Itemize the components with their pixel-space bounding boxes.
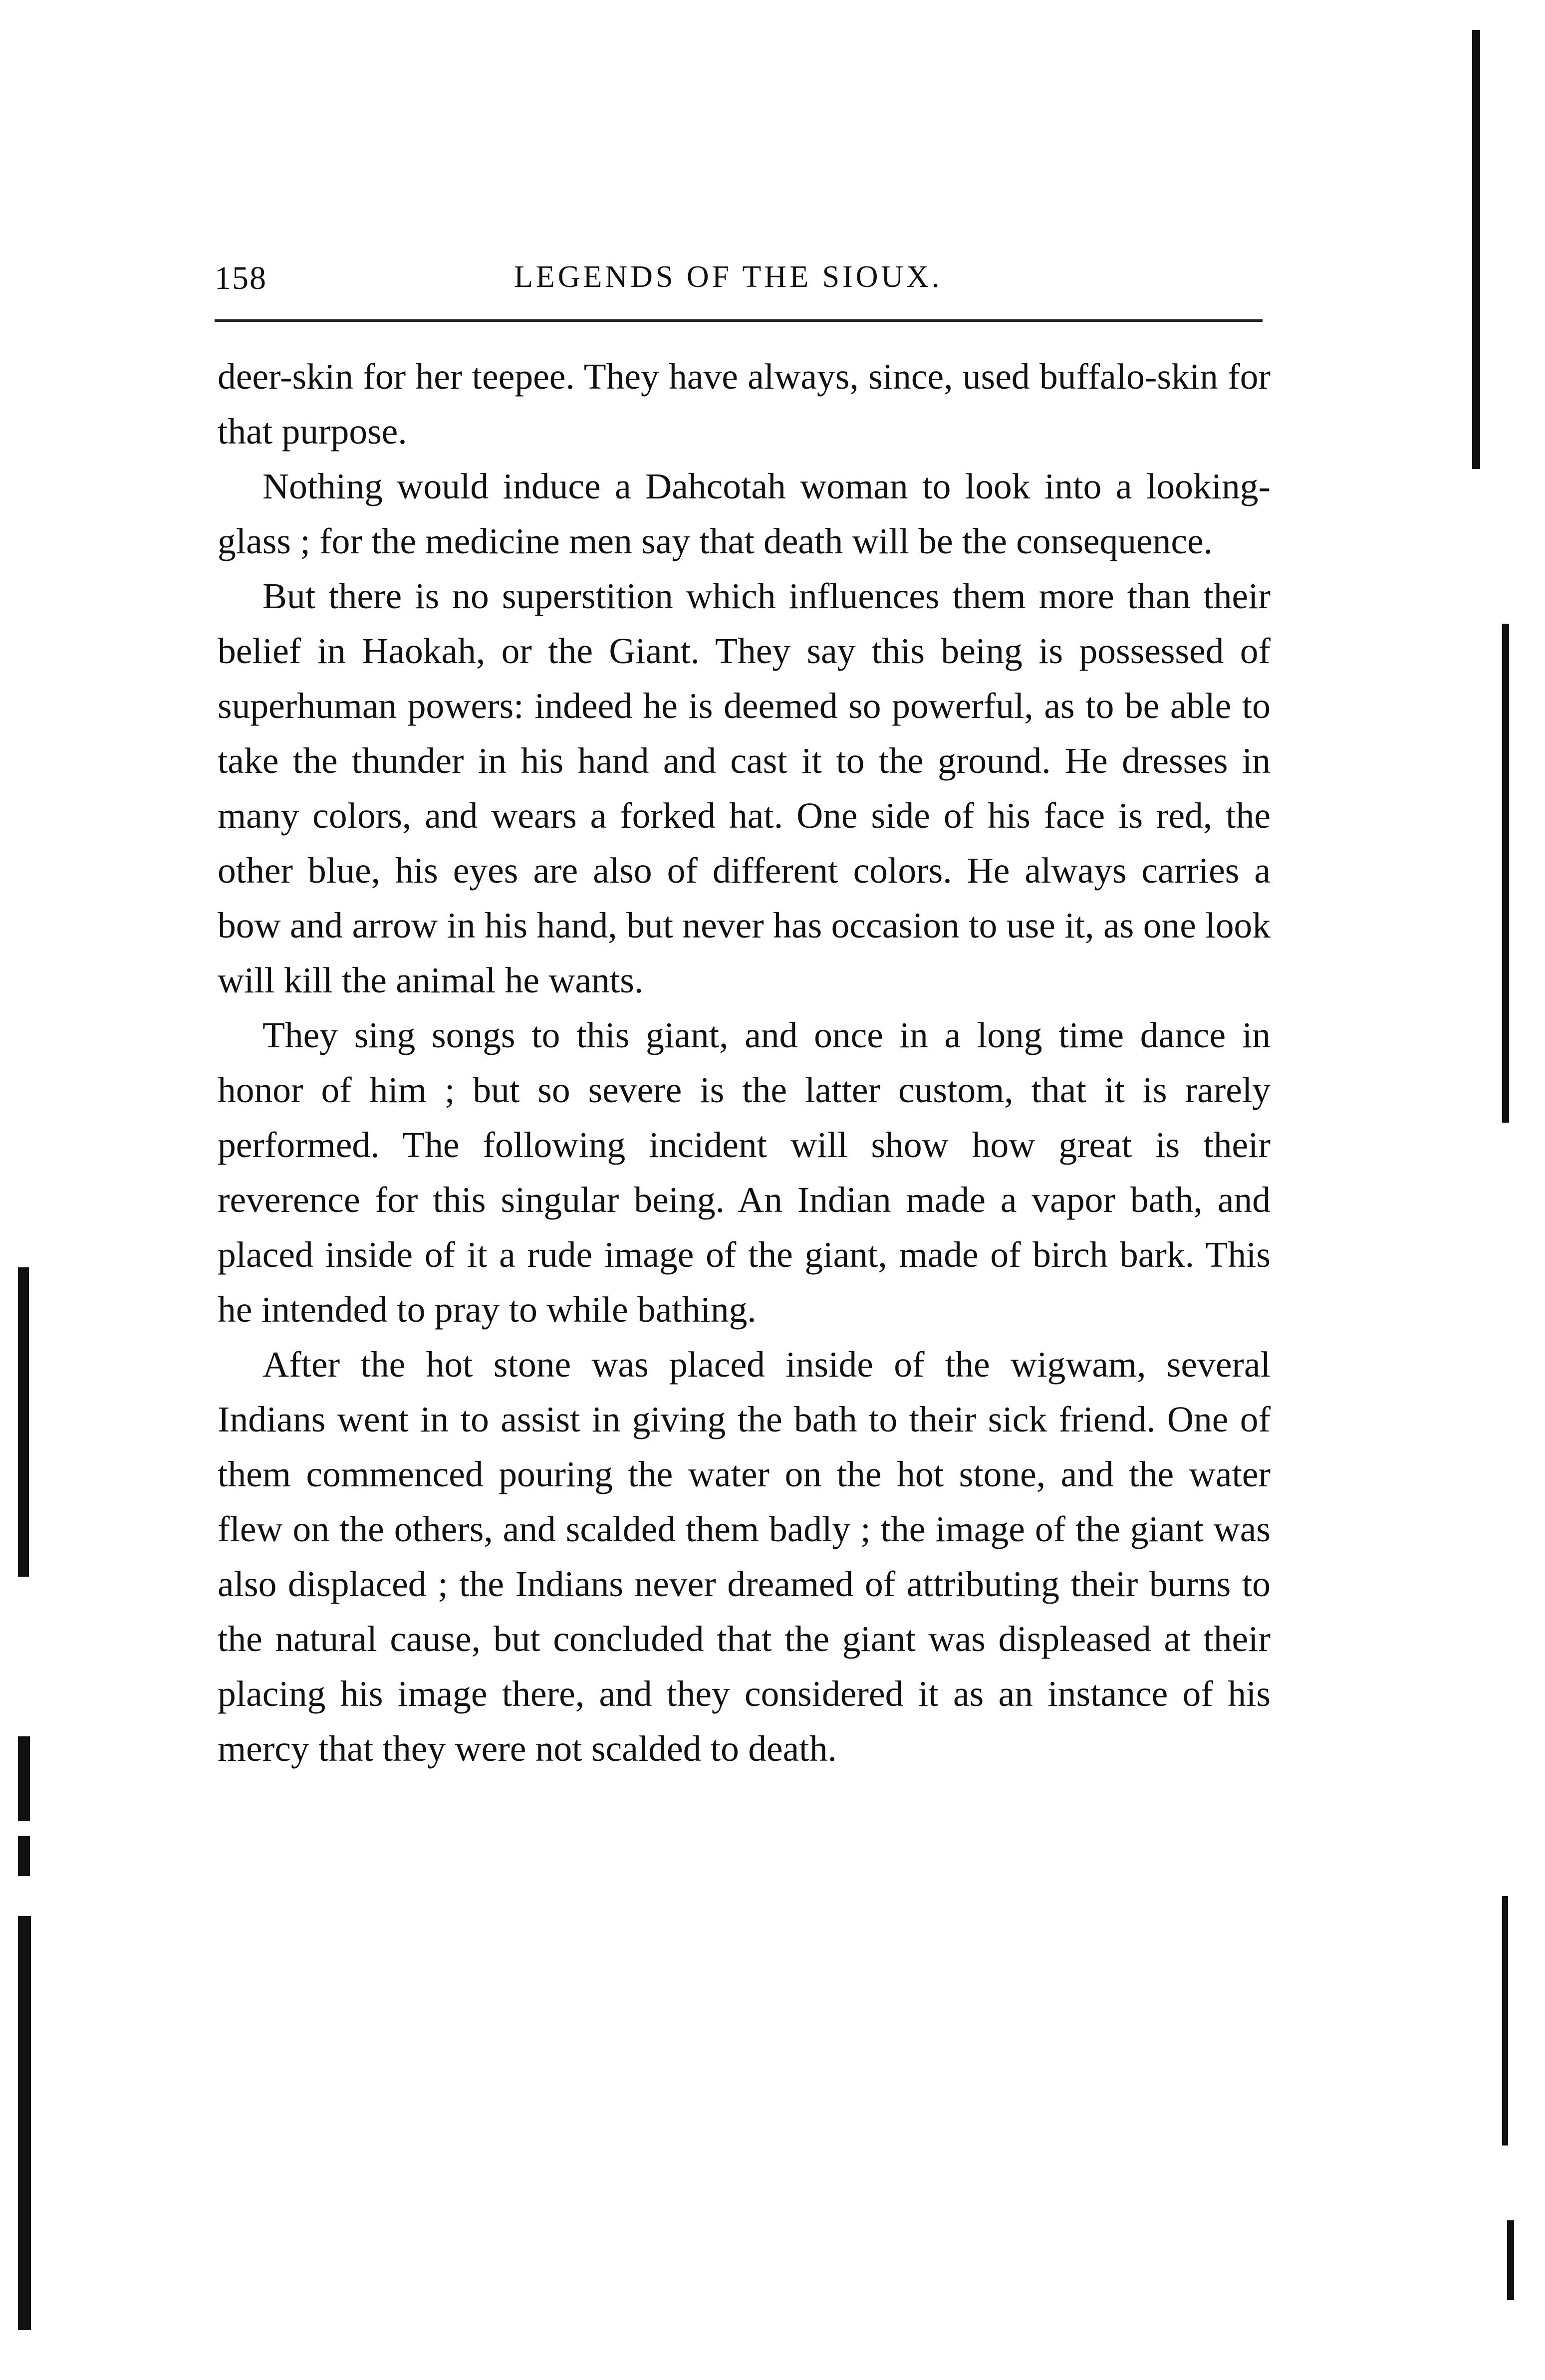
paragraph: They sing songs to this giant, and once in a long time dance in honor of him ; but so severe is the latter custom, that it is rarely performed. The following incident will show how great is their reverence for this singular being. An Indian made a vapor bath, and placed inside of it a rude image of the giant, made of birch bark. This he intended to pray to while bathing. [218,1015,1271,1330]
paragraph: deer-skin for her teepee. They have always, since, used buffalo-skin for that purpose. [218,356,1271,452]
scan-mark-right-bottom [1507,2220,1514,2300]
body-text [218,349,1271,1776]
scan-mark-left-4 [18,1916,31,2330]
page-number: 158 [215,260,267,296]
scan-mark-right-top [1472,30,1480,469]
scan-mark-right-mid [1502,624,1509,1123]
paragraph: But there is no superstition which influences them more than their belief in Haokah, or the Giant. They say this being is possessed of superhuman powers: indeed he is deemed so powerful, as to be able to take the thunder in his hand and cast it to the ground. He dresses in many colors, and wears a forked hat. One side of his face is red, the other blue, his eyes are also of different colors. He always carries a bow and arrow in his hand, but never has occasion to use it, as one look will kill the animal he wants. [218,576,1271,1000]
scan-mark-right-low [1502,1896,1508,2145]
paragraph: Nothing would induce a Dahcotah woman to look into a looking-glass ; for the medicine men say that death will be the consequence. [218,466,1271,561]
scan-mark-left-1 [18,1267,29,1577]
scan-mark-left-2 [18,1736,30,1821]
paragraph: After the hot stone was placed inside of the wigwam, several Indians went in to assist in giving the bath to their sick friend. One of them commenced pouring the water on the hot stone, and the water flew on the others, and scalded them badly ; the image of the giant was also displaced ; the Indians never dreamed of attributing their burns to the natural cause, but concluded that the giant was displeased at their placing his image there, and they considered it as an instance of his mercy that they were not scalded to death. [218,1344,1271,1769]
header-rule [215,319,1263,322]
scan-mark-left-3 [18,1836,30,1876]
running-head: LEGENDS OF THE SIOUX. [514,260,943,294]
page-header [215,259,1263,314]
